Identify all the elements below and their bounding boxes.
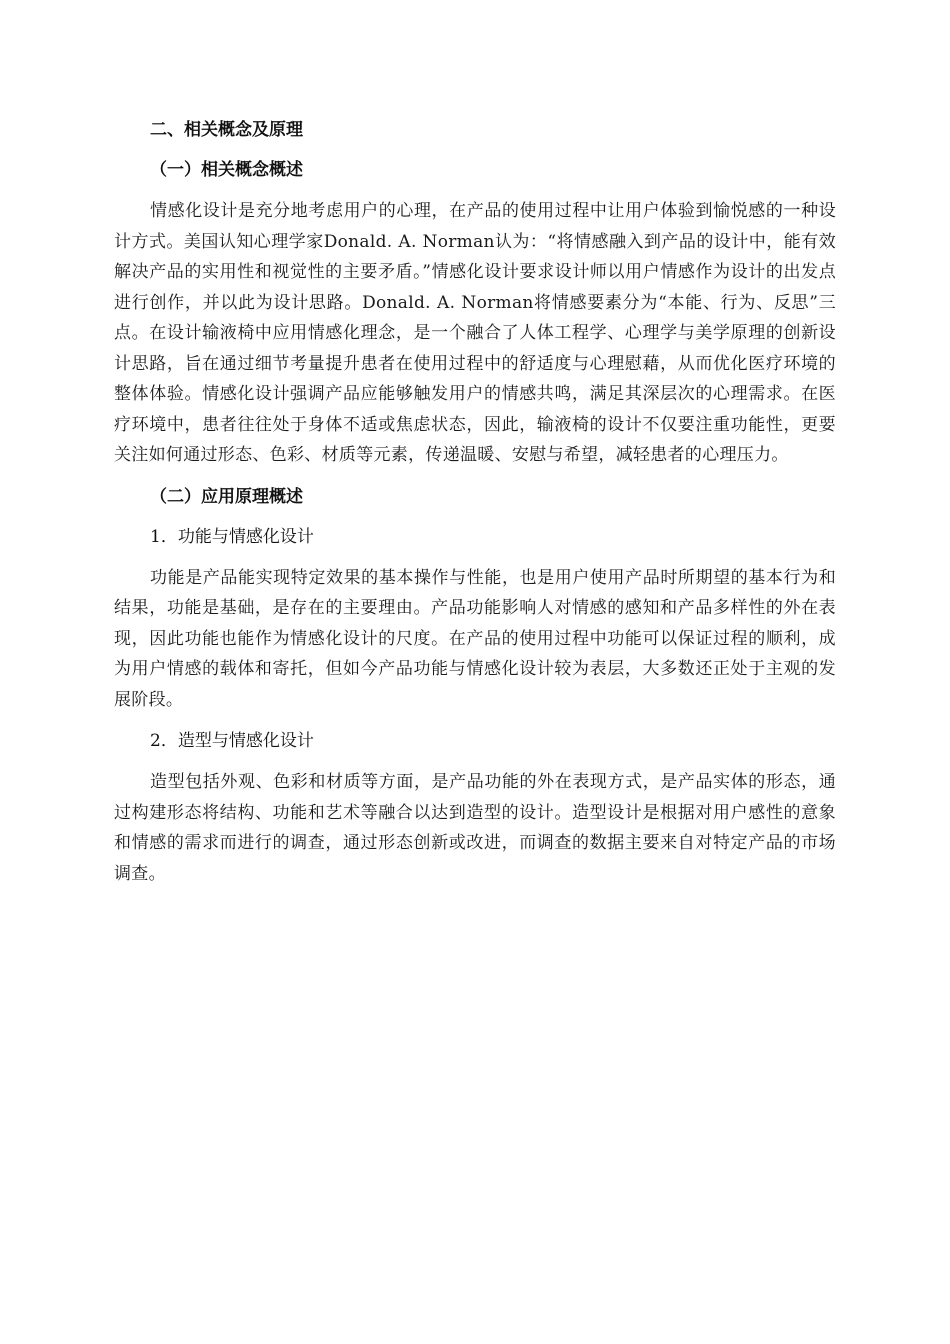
paragraph-2: 功能是产品能实现特定效果的基本操作与性能，也是用户使用产品时所期望的基本行为和结果，功能是基础，是存在的主要理由。产品功能影响人对情感的感知和产品多样性的外在表现，因此功能也能作为情感化设计的尺度。在产品的使用过程中功能可以保证过程的顺利，成为用户情感的载体和寄托，但如今产品功能与情感化设计较为表层，大多数还正处于主观的发展阶段。 — [114, 567, 836, 710]
section-title: 二、相关概念及原理 — [150, 120, 303, 140]
subsection-1-title: （一）相关概念概述 — [150, 160, 303, 180]
item-2-title: 2．造型与情感化设计 — [150, 731, 314, 751]
paragraph-3: 造型包括外观、色彩和材质等方面，是产品功能的外在表现方式，是产品实体的形态，通过构建形态将结构、功能和艺术等融合以达到造型的设计。造型设计是根据对用户感性的意象和情感的需求而进行的调查，通过形态创新或改进，而调查的数据主要来自对特定产品的市场调查。 — [114, 772, 836, 884]
subsection-2-title: （二）应用原理概述 — [150, 486, 303, 507]
document-body — [114, 116, 836, 901]
item-1-title: 1．功能与情感化设计 — [150, 526, 314, 547]
paragraph-1: 情感化设计是充分地考虑用户的心理，在产品的使用过程中让用户体验到愉悦感的一种设计方式。美国认知心理学家Donald. A. Norman认为：“将情感融入到产品的设计中，能有效解决产品的实用性和视觉性的主要矛盾。”情感化设计要求设计师以用户情感作为设计的出发点进行创作，并以此为设计思路。Donald. A. Norman将情感要素分为“本能、行为、反思”三点。在设计输液椅中应用情感化理念，是一个融合了人体工程学、心理学与美学原理的创新设计思路，旨在通过细节考量提升患者在使用过程中的舒适度与心理慰藉，从而优化医疗环境的整体体验。情感化设计强调产品应能够触发用户的情感共鸣，满足其深层次的心理需求。在医疗环境中，患者往往处于身体不适或焦虑状态，因此，输液椅的设计不仅要注重功能性，更要关注如何通过形态、色彩、材质等元素，传递温暖、安慰与希望，减轻患者的心理压力。 — [114, 201, 836, 465]
